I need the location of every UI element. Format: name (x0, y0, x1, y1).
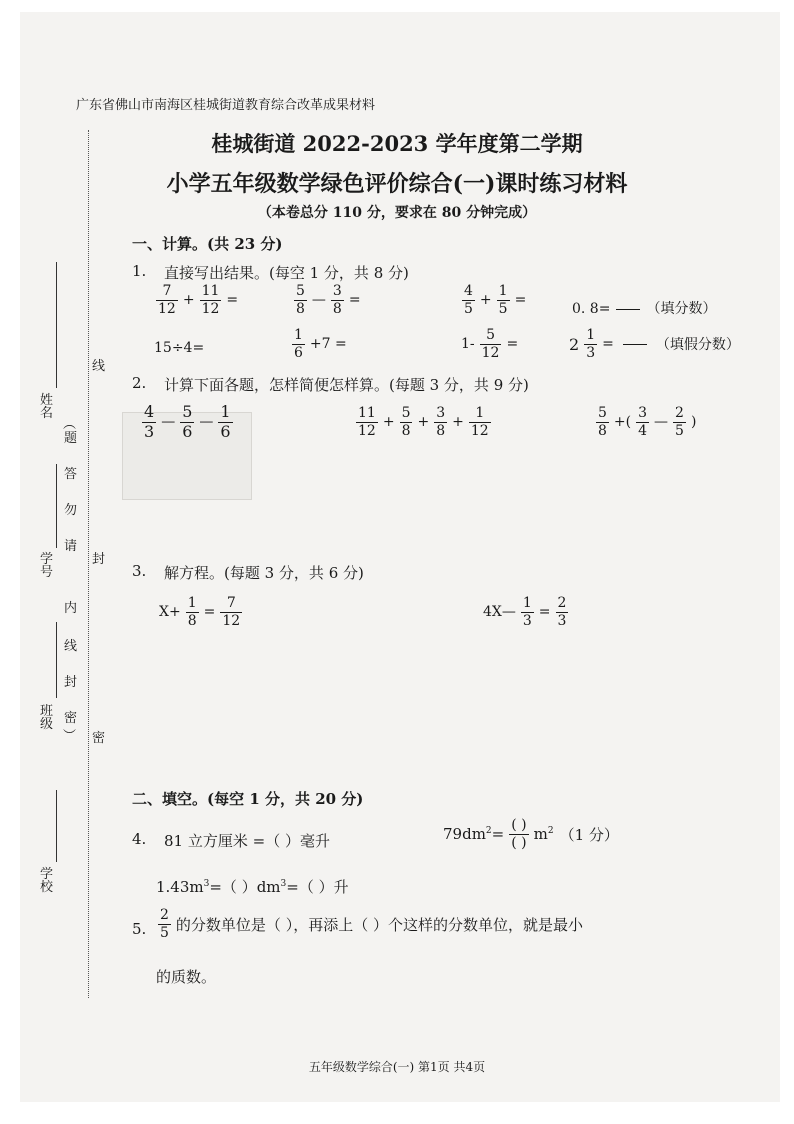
q1-item-2: $\frac{5}{8}$ — $\frac{3}{8}$ = (296, 283, 361, 317)
page-footer: 五年级数学综合(一) 第1页 共4页 (308, 1060, 486, 1074)
title-line-2: 小学五年级数学绿色评价综合(一)课时练习材料 (166, 171, 628, 197)
q2-instruction: 计算下面各题，怎样简便怎样算。(每题 3 分，共 9 分) (164, 376, 529, 394)
q1-item-8: 2 $\frac{1}{3}$ = （填假分数） (569, 327, 740, 361)
q1-item-5: 15÷4= (154, 340, 205, 356)
title-line-3: （本卷总分 110 分，要求在 80 分钟完成） (257, 205, 537, 221)
notice-char-3: 请 (64, 539, 78, 554)
answer-blank (616, 309, 640, 310)
label-xian: 线 (92, 359, 106, 374)
id-underline (56, 464, 57, 548)
notice-char-5: 线 (64, 639, 78, 654)
label-class: 班级 (40, 704, 54, 732)
q1-item-3: $\frac{4}{5}$ + $\frac{1}{5}$ = (464, 283, 527, 317)
q2-expr-1: $\frac{4}{3}$ — $\frac{5}{6}$ — $\frac{1}{6}$ (144, 402, 231, 441)
q4-number: 4. (132, 830, 147, 848)
q5-text-2: 的质数。 (156, 968, 217, 986)
label-feng: 封 (92, 552, 106, 567)
q5-number: 5. (132, 920, 147, 938)
class-underline (56, 622, 57, 698)
q3-equation-1: X+ $\frac{1}{8}$ = $\frac{7}{12}$ (159, 595, 241, 629)
notice-paren-open: ︵ (63, 417, 77, 432)
q4-part-b: $79dm^2=$ $\frac{( )}{( )}$ $m^2$ （1 分） (443, 817, 619, 851)
notice-char-6: 封 (64, 675, 78, 690)
q1-item-7: 1- $\frac{5}{12}$ = (461, 327, 519, 361)
notice-char-2: 勿 (64, 503, 78, 518)
label-school: 学校 (40, 867, 54, 895)
header-org: 广东省佛山市南海区桂城街道教育综合改革成果材料 (76, 98, 376, 113)
answer-blank (623, 344, 647, 345)
q3-number: 3. (132, 562, 147, 580)
q4-part-c: $1.43m^3=$（ ）$dm^3=$（ ）升 (156, 878, 349, 896)
q1-item-4: 0. 8= （填分数） (572, 301, 717, 317)
q1-number: 1. (132, 262, 147, 280)
notice-char-0: 题 (64, 431, 78, 446)
binding-dotted-line (88, 130, 89, 998)
label-mi: 密 (92, 731, 106, 746)
q3-instruction: 解方程。(每题 3 分，共 6 分) (164, 564, 364, 582)
school-underline (56, 790, 57, 862)
q2-expr-3: $\frac{5}{8}$ +( $\frac{3}{4}$ — $\frac{2}{5}$ ) (598, 405, 697, 439)
q1-item-6: $\frac{1}{6}$ +7 = (294, 327, 347, 361)
section-2-title: 二、填空。(每空 1 分，共 20 分) (132, 790, 364, 808)
q2-expr-2: $\frac{11}{12}$ + $\frac{5}{8}$ + $\frac{3}{8}$ + $\frac{1}{12}$ (358, 405, 489, 439)
q1-instruction: 直接写出结果。(每空 1 分，共 8 分) (164, 264, 409, 282)
q1-item-1: $\frac{7}{12}$ + $\frac{11}{12}$ = (158, 283, 239, 317)
q4-part-a: 81 立方厘米 =（ ）毫升 (164, 832, 330, 850)
notice-char-1: 答 (64, 467, 78, 482)
label-name: 姓名 (40, 393, 54, 421)
label-id: 学号 (40, 552, 54, 580)
q5-text: $\frac{2}{5}$ 的分数单位是（ ），再添上（ ）个这样的分数单位，就是最小 (160, 907, 583, 941)
title-line-1: 桂城街道 2022-2023 学年度第二学期 (211, 131, 583, 156)
notice-char-4: 内 (64, 601, 78, 616)
name-underline (56, 262, 57, 388)
notice-char-7: 密 (64, 711, 78, 726)
q2-number: 2. (132, 374, 147, 392)
section-1-title: 一、计算。(共 23 分) (132, 235, 283, 253)
q3-equation-2: 4X— $\frac{1}{3}$ = $\frac{2}{3}$ (483, 595, 567, 629)
notice-paren-close: ︶ (63, 729, 77, 744)
